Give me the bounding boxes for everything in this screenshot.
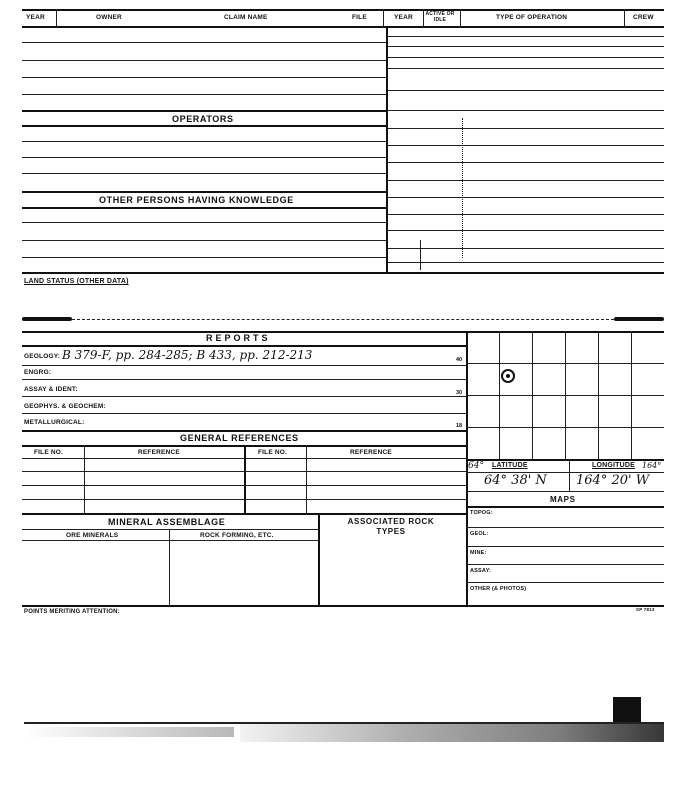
reports-title-border: [22, 345, 466, 347]
longitude-label: LONGITUDE: [592, 462, 636, 469]
associated-rock-types-header: ASSOCIATED ROCK TYPES: [347, 517, 435, 536]
row-line: [22, 222, 386, 223]
row-line: [388, 110, 664, 111]
mineral-assemblage-title: MINERAL ASSEMBLAGE: [108, 517, 226, 527]
row-line: [22, 42, 386, 43]
lat-prefix-handwritten: 64°: [468, 461, 484, 471]
top-border: [22, 9, 664, 11]
gen-ref-line: [22, 499, 466, 500]
row-line: [388, 197, 664, 198]
operators-heading: OPERATORS: [172, 114, 234, 124]
maps-topog-label: TOPOG:: [470, 510, 493, 516]
header-divider: [383, 9, 384, 26]
row-line: [388, 145, 664, 146]
points-meriting-label: POINTS MERITING ATTENTION:: [24, 609, 120, 615]
gen-ref-divider: [244, 445, 246, 513]
scan-artifact-noise-left: [24, 727, 234, 737]
grid-row-line: [466, 363, 664, 364]
latitude-label: LATITUDE: [492, 462, 528, 469]
margin-number: 40: [456, 357, 463, 363]
gen-ref-divider: [306, 445, 307, 513]
mark-left: [22, 317, 72, 321]
location-marker-icon: [501, 369, 515, 383]
gen-ref-header-reference: REFERENCE: [138, 449, 180, 456]
margin-number: 18: [456, 423, 463, 429]
row-line: [388, 230, 664, 231]
geology-label: GEOLOGY:: [24, 353, 61, 360]
row-line: [388, 128, 664, 129]
maps-line: [466, 506, 664, 508]
row-line: [22, 77, 386, 78]
table-bottom-border: [22, 272, 664, 274]
reports-title: REPORTS: [206, 333, 271, 343]
row-line: [22, 191, 386, 193]
land-status-label: LAND STATUS (OTHER DATA): [24, 278, 129, 285]
reports-line: [22, 396, 466, 397]
grid-row-line: [466, 427, 664, 428]
latlong-bottom-line: [466, 491, 664, 492]
maps-line: [466, 527, 664, 528]
row-line: [22, 141, 386, 142]
gen-ref-bottom-border: [22, 513, 466, 515]
gen-ref-header-reference-2: REFERENCE: [350, 449, 392, 456]
row-line: [22, 257, 386, 258]
row-line: [22, 173, 386, 174]
latlong-divider: [569, 461, 570, 491]
reports-line: [22, 379, 466, 380]
table-main-divider: [386, 26, 388, 272]
header-claim-name: CLAIM NAME: [224, 14, 268, 21]
header-crew: CREW: [633, 14, 654, 21]
gen-ref-top-border: [22, 430, 466, 432]
maps-assay-label: ASSAY:: [470, 568, 492, 574]
mineral-bottom-border: [22, 605, 466, 607]
reports-line: [22, 365, 466, 366]
grid-row-line: [466, 395, 664, 396]
margin-number: 30: [456, 390, 463, 396]
header-owner: OWNER: [96, 14, 122, 21]
row-line: [388, 262, 664, 263]
row-line: [388, 68, 664, 69]
row-line: [22, 240, 386, 241]
header-divider: [56, 9, 57, 26]
general-references-title: GENERAL REFERENCES: [180, 433, 299, 443]
rock-forming-header: ROCK FORMING, ETC.: [200, 532, 274, 539]
header-divider: [423, 9, 424, 26]
table-faint-divider: [462, 118, 463, 258]
row-line: [388, 180, 664, 181]
row-line: [388, 90, 664, 91]
maps-line: [466, 546, 664, 547]
row-line: [22, 94, 386, 95]
table-faint-divider: [420, 240, 421, 270]
geophys-geochem-label: GEOPHYS. & GEOCHEM:: [24, 403, 106, 410]
row-line: [388, 162, 664, 163]
location-marker-dot: [506, 374, 510, 378]
row-line: [22, 207, 386, 209]
separator-dashed: [72, 319, 614, 320]
gen-ref-header-file-no-2: FILE NO.: [258, 449, 288, 456]
header-divider: [460, 9, 461, 26]
mark-right: [614, 317, 664, 321]
longitude-value: 164° 20' W: [576, 473, 650, 488]
geology-value: B 379-F, pp. 284-285; B 433, pp. 212-213: [62, 348, 313, 362]
row-line: [388, 248, 664, 249]
row-line: [22, 125, 386, 127]
latitude-value: 64° 38' N: [484, 473, 547, 488]
grid-bottom-border: [466, 459, 664, 461]
scan-artifact-noise: [240, 724, 664, 742]
gen-ref-line: [22, 485, 466, 486]
maps-line: [466, 564, 664, 565]
reports-line: [22, 413, 466, 414]
other-persons-heading: OTHER PERSONS HAVING KNOWLEDGE: [99, 195, 294, 205]
long-suffix-handwritten: 164°: [642, 461, 662, 470]
header-year: YEAR: [26, 14, 45, 21]
maps-mine-label: MINE:: [470, 550, 487, 556]
row-line: [22, 110, 386, 112]
gen-ref-divider: [84, 445, 85, 513]
maps-line: [466, 582, 664, 583]
header-divider: [624, 9, 625, 26]
registration-mark: [613, 697, 641, 723]
metallurgical-label: METALLURGICAL:: [24, 419, 85, 426]
header-active-or-idle: ACTIVE OR IDLE: [425, 11, 455, 23]
ore-minerals-header: ORE MINERALS: [66, 532, 119, 539]
assay-ident-label: ASSAY & IDENT:: [24, 386, 78, 393]
header-type-of-operation: TYPE OF OPERATION: [496, 14, 568, 21]
maps-other-label: OTHER (& PHOTOS): [470, 586, 527, 592]
row-line: [388, 57, 664, 58]
form-number: SP 7813: [636, 607, 655, 612]
row-line: [22, 60, 386, 61]
gen-ref-line: [22, 471, 466, 472]
maps-geol-label: GEOL:: [470, 531, 489, 537]
header-bottom-border: [22, 26, 664, 28]
mineral-divider: [169, 529, 170, 605]
header-year-2: YEAR: [394, 14, 413, 21]
engrg-label: ENGRG:: [24, 369, 52, 376]
mineral-line: [22, 529, 318, 530]
maps-title: MAPS: [550, 495, 576, 504]
row-line: [388, 46, 664, 47]
mineral-line: [22, 540, 318, 541]
row-line: [388, 36, 664, 37]
gen-ref-header-file-no: FILE NO.: [34, 449, 64, 456]
maps-bottom-border: [466, 605, 664, 607]
mineral-divider: [318, 513, 320, 605]
header-file: FILE: [352, 14, 367, 21]
row-line: [388, 214, 664, 215]
row-line: [22, 157, 386, 158]
